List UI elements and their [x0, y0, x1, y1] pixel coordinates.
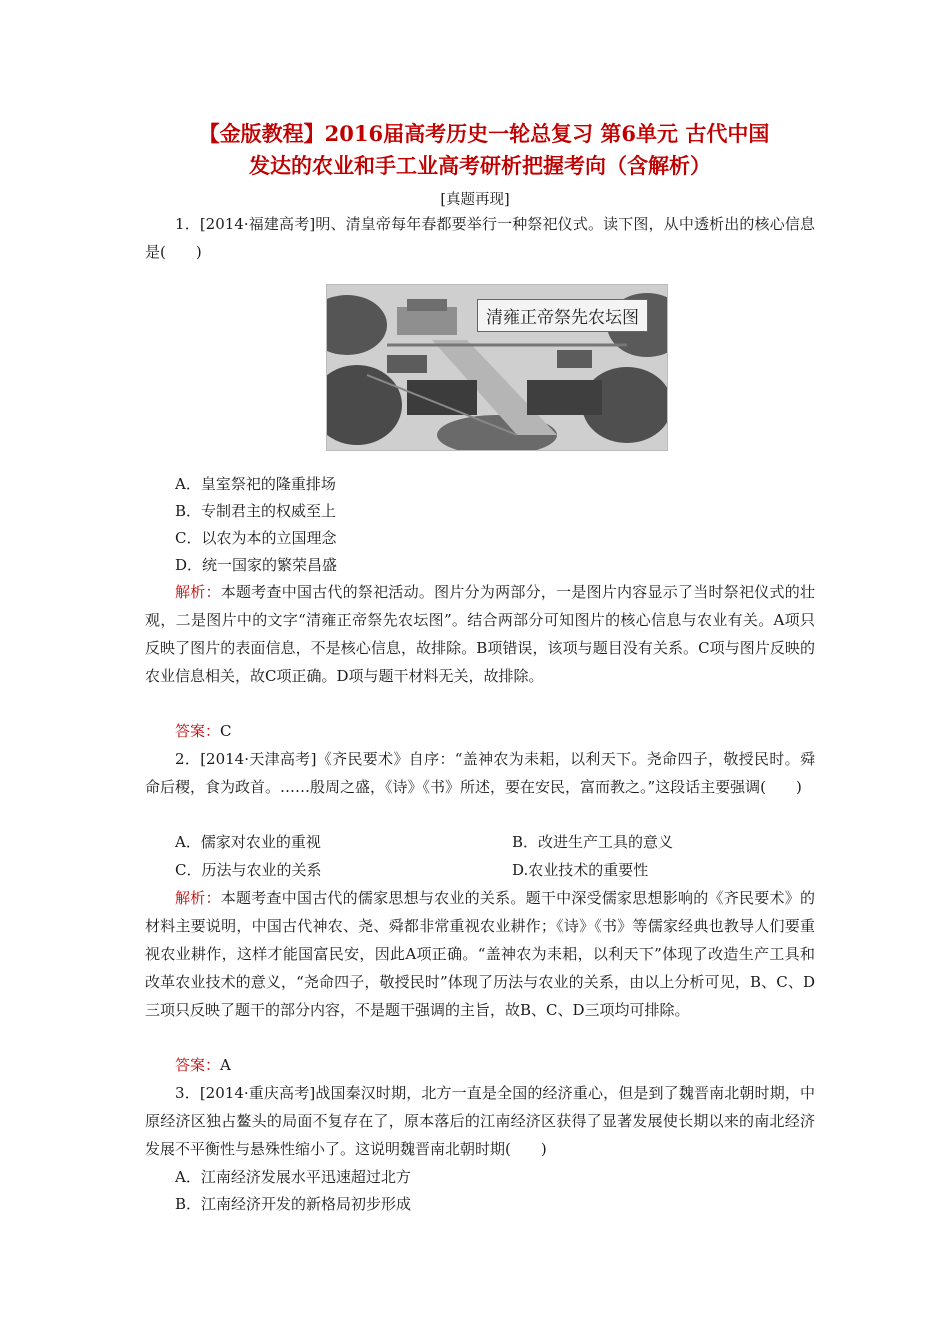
question-2-option-b: B．改进生产工具的意义: [512, 833, 674, 851]
document-title: [120, 118, 840, 182]
question-2-analysis: [145, 884, 815, 1024]
question-1-option-d: D．统一国家的繁荣昌盛: [175, 556, 338, 574]
question-1-answer: [175, 717, 232, 745]
question-2-option-d: D.农业技术的重要性: [512, 861, 649, 879]
answer-value: C: [220, 722, 232, 740]
analysis-label: 解析：: [175, 583, 221, 601]
question-1-stem: 1．[2014·福建高考]明、清皇帝每年春都要举行一种祭祀仪式。读下图，从中透析出的核心信息是( ): [145, 215, 815, 261]
answer-value: A: [220, 1056, 231, 1074]
question-1-option-a: A．皇室祭祀的隆重排场: [175, 475, 336, 493]
question-2-option-c: C．历法与农业的关系: [175, 861, 322, 879]
title-line-2: 发达的农业和手工业高考研析把握考向（含解析）: [249, 153, 711, 178]
answer-label: 答案：: [175, 1056, 221, 1074]
answer-label: 答案：: [175, 722, 221, 740]
figure-caption: 清雍正帝祭先农坛图: [477, 299, 648, 332]
question-1-figure: [326, 284, 668, 451]
question-2-option-a: A．儒家对农业的重视: [175, 833, 321, 851]
analysis-label: 解析：: [175, 889, 221, 907]
analysis-text: 本题考查中国古代的儒家思想与农业的关系。题干中深受儒家思想影响的《齐民要术》的材料主要说明，中国古代神农、尧、舜都非常重视农业耕作；《诗》《书》等儒家经典也教导人们要重视农业耕作，这样才能国富民安，因此A项正确。“盖神农为耒耜，以利天下”体现了改造生产工具和改革农业技术的意义，“尧命四子，敬授民时”体现了历法与农业的关系，由以上分析可见，B、C、D三项只反映了题干的部分内容，不是题干强调的主旨，故B、C、D三项均可排除。: [145, 889, 815, 1019]
question-1-option-b: B．专制君主的权威至上: [175, 502, 337, 520]
question-3-option-a: A．江南经济发展水平迅速超过北方: [175, 1168, 411, 1186]
question-2-stem: 2．[2014·天津高考]《齐民要术》自序：“盖神农为耒耜，以利天下。尧命四子，敬授民时。舜命后稷，食为政首。……殷周之盛，《诗》《书》所述，要在安民，富而教之。”这段话主要强调( ): [145, 750, 815, 796]
question-3-stem: 3．[2014·重庆高考]战国秦汉时期，北方一直是全国的经济重心，但是到了魏晋南北朝时期，中原经济区独占鳌头的局面不复存在了，原本落后的江南经济区获得了显著发展使长期以来的南北经济发展不平衡性与悬殊性缩小了。这说明魏晋南北朝时期( ): [145, 1084, 815, 1158]
title-line-1: 【金版教程】2016届高考历史一轮总复习 第6单元 古代中国: [198, 121, 770, 146]
question-1-analysis: [145, 578, 815, 690]
section-heading: [真题再现]: [440, 192, 510, 208]
question-2-answer: [175, 1051, 231, 1079]
analysis-text: 本题考查中国古代的祭祀活动。图片分为两部分，一是图片内容显示了当时祭祀仪式的壮观，二是图片中的文字“清雍正帝祭先农坛图”。结合两部分可知图片的核心信息与农业有关。A项只反映了图片的表面信息，不是核心信息，故排除。B项错误，该项与题目没有关系。C项与图片反映的农业信息相关，故C项正确。D项与题干材料无关，故排除。: [145, 583, 815, 685]
question-1-option-c: C．以农为本的立国理念: [175, 529, 337, 547]
question-3-option-b: B．江南经济开发的新格局初步形成: [175, 1195, 412, 1213]
